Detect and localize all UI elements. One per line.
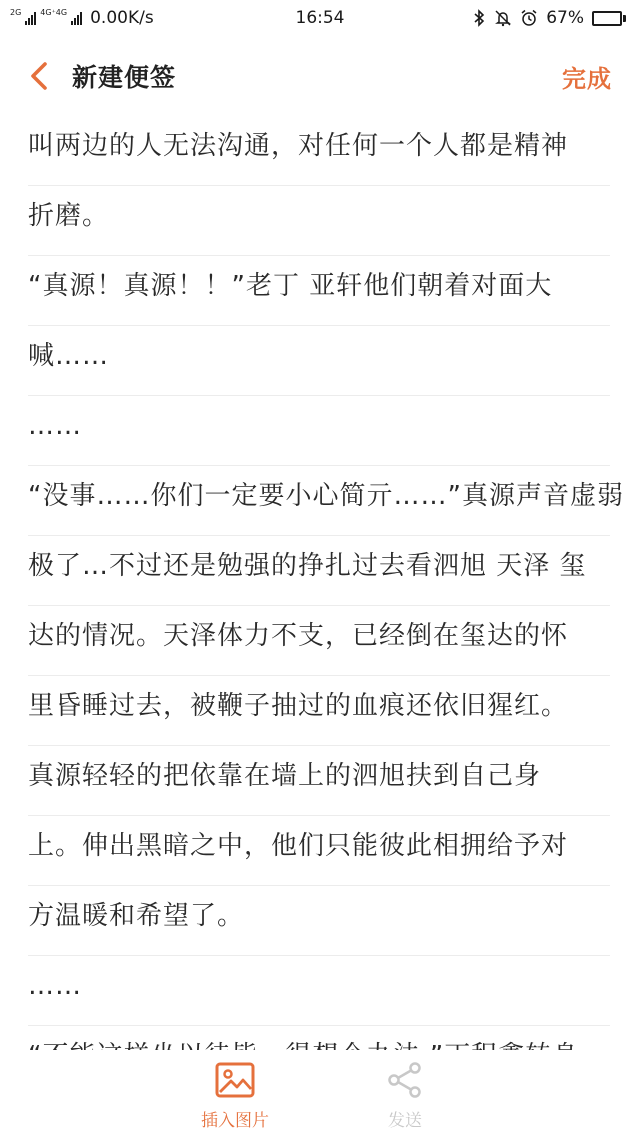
network-speed: 0.00K/s — [90, 8, 154, 28]
note-line: …… — [28, 396, 610, 466]
bottom-toolbar — [0, 1050, 640, 1139]
signal-icon — [25, 12, 36, 25]
send-button[interactable] — [345, 1062, 465, 1139]
page-title: 新建便签 — [72, 63, 177, 92]
chevron-left-icon — [29, 61, 49, 91]
note-line: 极了…不过还是勉强的挣扎过去看泗旭 天泽 玺 — [28, 536, 610, 606]
done-button[interactable]: 完成 — [562, 64, 612, 93]
note-line: “真源！真源！！”老丁 亚轩他们朝着对面大 — [28, 256, 610, 326]
note-line: 喊…… — [28, 326, 610, 396]
status-right — [472, 8, 626, 28]
note-line: 里昏睡过去，被鞭子抽过的血痕还依旧猩红。 — [28, 676, 610, 746]
note-line: “没事……你们一定要小心简亓……”真源声音虚弱 — [28, 466, 610, 536]
bluetooth-icon — [472, 9, 486, 27]
status-bar — [0, 0, 640, 36]
note-line: 上。伸出黑暗之中，他们只能彼此相拥给予对 — [28, 816, 610, 886]
back-button[interactable] — [24, 54, 54, 98]
note-lines — [0, 116, 640, 1096]
note-line: 真源轻轻的把依靠在墙上的泗旭扶到自己身 — [28, 746, 610, 816]
note-line: 方温暖和希望了。 — [28, 886, 610, 956]
clock-time: 16:54 — [295, 8, 345, 28]
status-left — [10, 8, 472, 28]
note-line: …… — [28, 956, 610, 1026]
signal-icon-2 — [71, 12, 82, 25]
note-line: 折磨。 — [28, 186, 610, 256]
title-bar — [0, 36, 640, 116]
send-label: 发送 — [388, 1111, 422, 1131]
alarm-icon — [520, 9, 538, 27]
network-type-label-2: 4G⁺4G — [40, 8, 68, 17]
insert-image-label: 插入图片 — [201, 1111, 269, 1131]
note-line: 达的情况。天泽体力不支，已经倒在玺达的怀 — [28, 606, 610, 676]
insert-image-button[interactable] — [175, 1062, 295, 1139]
image-icon — [215, 1062, 255, 1098]
note-line: 叫两边的人无法沟通，对任何一个人都是精神 — [28, 116, 610, 186]
share-icon — [385, 1062, 425, 1098]
battery-icon — [592, 11, 626, 26]
network-type-label: 2G — [10, 8, 22, 17]
battery-percent: 67% — [546, 8, 584, 28]
bell-muted-icon — [494, 9, 512, 27]
note-editor[interactable] — [0, 116, 640, 1050]
